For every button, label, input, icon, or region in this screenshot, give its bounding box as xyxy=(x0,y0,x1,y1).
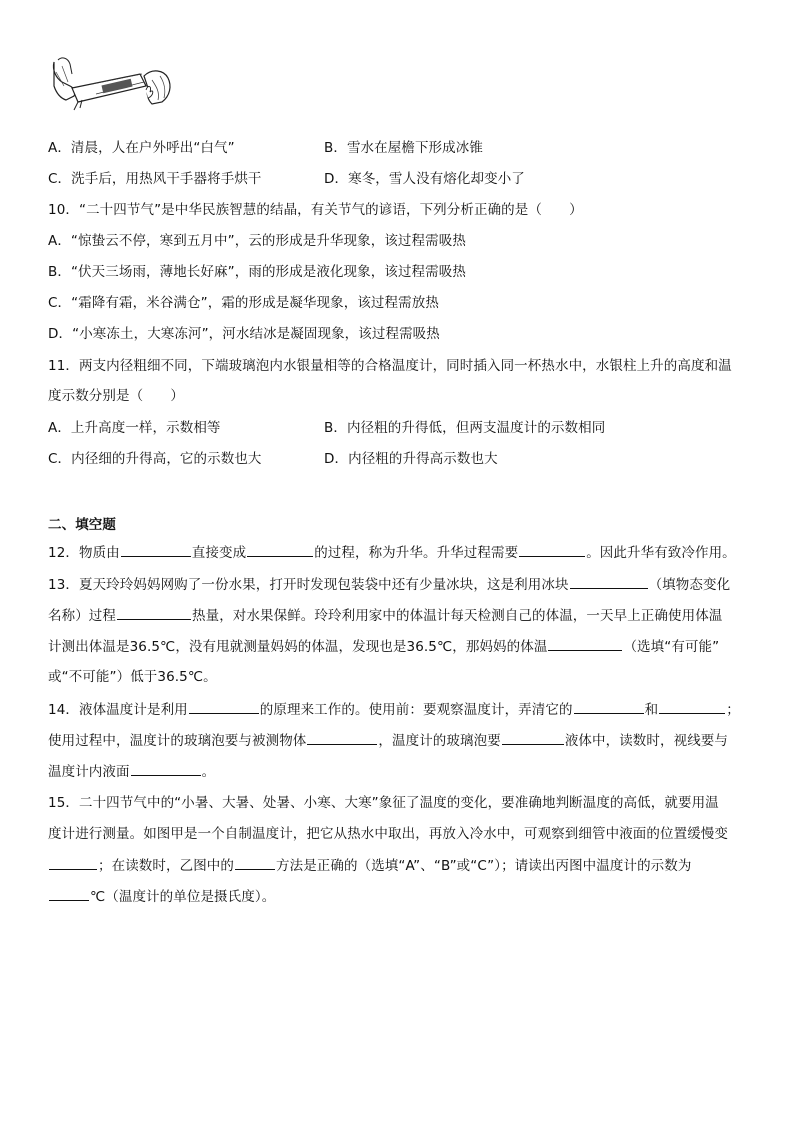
answer-blank[interactable] xyxy=(49,855,97,870)
hand-dryer-illustration xyxy=(48,52,178,118)
answer-blank[interactable] xyxy=(659,699,725,714)
q15-line3: ；在读数时，乙图中的 方法是正确的（选填“A”、“B”或“C”）；请读出丙图中温度计的示数为 xyxy=(48,855,691,876)
q10-option-b: B．“伏天三场雨，薄地长好麻”，雨的形成是液化现象，该过程需吸热 xyxy=(48,264,466,280)
q11-option-c: C．内径细的升得高，它的示数也大 xyxy=(48,451,262,467)
q9-option-c: C．洗手后，用热风干手器将手烘干 xyxy=(48,171,262,187)
q10-option-a: A．“惊蛰云不停，寒到五月中”，云的形成是升华现象，该过程需吸热 xyxy=(48,233,466,249)
q10-option-d: D．“小寒冻土，大寒冻河”，河水结冰是凝固现象，该过程需吸热 xyxy=(48,326,440,342)
answer-blank[interactable] xyxy=(307,730,377,745)
q10-option-c: C．“霜降有霜，米谷满仓”，霜的形成是凝华现象，该过程需放热 xyxy=(48,295,439,311)
answer-blank[interactable] xyxy=(502,730,564,745)
q11-stem-line2: 度示数分别是（ ） xyxy=(48,388,184,404)
answer-blank[interactable] xyxy=(121,542,191,557)
answer-blank[interactable] xyxy=(548,636,622,651)
answer-blank[interactable] xyxy=(519,542,585,557)
q11-option-a: A．上升高度一样，示数相等 xyxy=(48,420,221,436)
q13-line1: 13．夏天玲玲妈妈网购了一份水果，打开时发现包装袋中还有少量冰块，这是利用冰块 （填物态变化 xyxy=(48,574,730,595)
answer-blank[interactable] xyxy=(131,761,201,776)
answer-blank[interactable] xyxy=(49,886,89,901)
answer-blank[interactable] xyxy=(189,699,259,714)
q15-line2: 度计进行测量。如图甲是一个自制温度计，把它从热水中取出，再放入冷水中，可观察到细管中液面的位置缓慢变 xyxy=(48,826,728,842)
q11-option-b: B．内径粗的升得低，但两支温度计的示数相同 xyxy=(324,420,606,436)
q14-line3: 温度计内液面 。 xyxy=(48,761,215,782)
q9-option-d: D．寒冬，雪人没有熔化却变小了 xyxy=(324,171,525,187)
q9-option-b: B．雪水在屋檐下形成冰锥 xyxy=(324,140,483,156)
answer-blank[interactable] xyxy=(247,542,313,557)
q12: 12．物质由 直接变成 的过程，称为升华。升华过程需要 。因此升华有致冷作用。 xyxy=(48,542,736,563)
q11-option-d: D．内径粗的升得高示数也大 xyxy=(324,451,498,467)
section-heading: 二、填空题 xyxy=(48,517,116,533)
q13-line4: 或“不可能”）低于36.5℃。 xyxy=(48,669,217,685)
q13-line3: 计测出体温是36.5℃，没有甩就测量妈妈的体温，发现也是36.5℃，那妈妈的体温 （选填“有可能” xyxy=(48,636,719,657)
answer-blank[interactable] xyxy=(117,605,191,620)
q9-option-a: A．清晨，人在户外呼出“白气” xyxy=(48,140,235,156)
answer-blank[interactable] xyxy=(570,574,648,589)
answer-blank[interactable] xyxy=(574,699,644,714)
q14-line1: 14．液体温度计是利用 的原理来工作的。使用前：要观察温度计，弄清它的 和 ； xyxy=(48,699,740,720)
answer-blank[interactable] xyxy=(235,855,275,870)
q15-line4: ℃（温度计的单位是摄氏度）。 xyxy=(48,886,275,907)
q15-line1: 15．二十四节气中的“小暑、大暑、处暑、小寒、大寒”象征了温度的变化，要准确地判断温度的高低，就要用温 xyxy=(48,795,719,811)
q14-line2: 使用过程中，温度计的玻璃泡要与被测物体 ，温度计的玻璃泡要 液体中，读数时，视线要与 xyxy=(48,730,728,751)
q13-line2: 名称）过程 热量，对水果保鲜。玲玲利用家中的体温计每天检测自己的体温，一天早上正确使用体温 xyxy=(48,605,722,626)
q11-stem-line1: 11．两支内径粗细不同，下端玻璃泡内水银量相等的合格温度计，同时插入同一杯热水中，水银柱上升的高度和温 xyxy=(48,358,732,374)
q10-stem: 10．“二十四节气”是中华民族智慧的结晶，有关节气的谚语，下列分析正确的是（ ） xyxy=(48,202,583,218)
